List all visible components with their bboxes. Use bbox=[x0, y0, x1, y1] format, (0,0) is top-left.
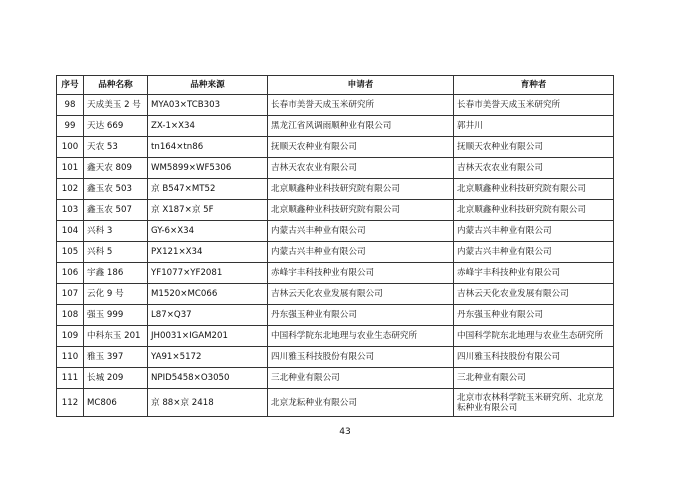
cell-variety-source: 京 88×京 2418 bbox=[148, 389, 268, 417]
cell-variety-name: 兴科 5 bbox=[84, 242, 148, 263]
table-row bbox=[57, 347, 614, 368]
cell-applicant: 中国科学院东北地理与农业生态研究所 bbox=[268, 326, 454, 347]
cell-variety-name: 中科东玉 201 bbox=[84, 326, 148, 347]
cell-variety-source: NPID5458×O3050 bbox=[148, 368, 268, 389]
cell-breeder: 丹东强玉种业有限公司 bbox=[454, 305, 614, 326]
table-row bbox=[57, 326, 614, 347]
cell-variety-source: 京 B547×MT52 bbox=[148, 179, 268, 200]
cell-variety-name: 鑫天农 809 bbox=[84, 158, 148, 179]
cell-variety-source: ZX-1×X34 bbox=[148, 116, 268, 137]
cell-variety-source: M1520×MC066 bbox=[148, 284, 268, 305]
table-row bbox=[57, 137, 614, 158]
table-row bbox=[57, 116, 614, 137]
table-row bbox=[57, 179, 614, 200]
cell-no: 102 bbox=[57, 179, 84, 200]
cell-variety-source: YF1077×YF2081 bbox=[148, 263, 268, 284]
cell-variety-source: tn164×tn86 bbox=[148, 137, 268, 158]
table-row bbox=[57, 368, 614, 389]
cell-variety-name: 天成美玉 2 号 bbox=[84, 95, 148, 116]
cell-applicant: 吉林天农农业有限公司 bbox=[268, 158, 454, 179]
cell-no: 99 bbox=[57, 116, 84, 137]
cell-applicant: 黑龙江省风调雨顺种业有限公司 bbox=[268, 116, 454, 137]
table-row bbox=[57, 200, 614, 221]
cell-applicant: 四川雅玉科技股份有限公司 bbox=[268, 347, 454, 368]
cell-applicant: 长春市美誉天成玉米研究所 bbox=[268, 95, 454, 116]
table-header-row bbox=[57, 76, 614, 95]
cell-variety-name: 云化 9 号 bbox=[84, 284, 148, 305]
cell-variety-source: L87×Q37 bbox=[148, 305, 268, 326]
table-row bbox=[57, 389, 614, 417]
table-row bbox=[57, 158, 614, 179]
cell-breeder: 长春市美誉天成玉米研究所 bbox=[454, 95, 614, 116]
table-row bbox=[57, 242, 614, 263]
cell-variety-name: 雅玉 397 bbox=[84, 347, 148, 368]
header-variety-name: 品种名称 bbox=[84, 76, 148, 95]
cell-applicant: 赤峰宇丰科技种业有限公司 bbox=[268, 263, 454, 284]
cell-applicant: 丹东强玉种业有限公司 bbox=[268, 305, 454, 326]
cell-variety-source: JH0031×IGAM201 bbox=[148, 326, 268, 347]
table-row bbox=[57, 95, 614, 116]
cell-no: 98 bbox=[57, 95, 84, 116]
cell-breeder: 中国科学院东北地理与农业生态研究所 bbox=[454, 326, 614, 347]
header-applicant: 申请者 bbox=[268, 76, 454, 95]
table-row bbox=[57, 284, 614, 305]
cell-no: 111 bbox=[57, 368, 84, 389]
cell-variety-name: 宇鑫 186 bbox=[84, 263, 148, 284]
cell-no: 105 bbox=[57, 242, 84, 263]
table-row bbox=[57, 305, 614, 326]
cell-variety-name: 兴科 3 bbox=[84, 221, 148, 242]
header-variety-source: 品种来源 bbox=[148, 76, 268, 95]
cell-no: 108 bbox=[57, 305, 84, 326]
cell-breeder: 北京顺鑫种业科技研究院有限公司 bbox=[454, 200, 614, 221]
cell-variety-source: PX121×X34 bbox=[148, 242, 268, 263]
cell-breeder: 吉林云天化农业发展有限公司 bbox=[454, 284, 614, 305]
cell-variety-source: GY-6×X34 bbox=[148, 221, 268, 242]
cell-variety-name: 天农 53 bbox=[84, 137, 148, 158]
cell-no: 112 bbox=[57, 389, 84, 417]
cell-no: 103 bbox=[57, 200, 84, 221]
cell-variety-name: MC806 bbox=[84, 389, 148, 417]
cell-breeder: 北京顺鑫种业科技研究院有限公司 bbox=[454, 179, 614, 200]
cell-variety-name: 天达 669 bbox=[84, 116, 148, 137]
cell-breeder: 三北种业有限公司 bbox=[454, 368, 614, 389]
cell-no: 106 bbox=[57, 263, 84, 284]
table-row bbox=[57, 263, 614, 284]
cell-breeder: 内蒙古兴丰种业有限公司 bbox=[454, 242, 614, 263]
cell-applicant: 内蒙古兴丰种业有限公司 bbox=[268, 242, 454, 263]
cell-applicant: 内蒙古兴丰种业有限公司 bbox=[268, 221, 454, 242]
cell-variety-source: 京 X187×京 5F bbox=[148, 200, 268, 221]
table-row bbox=[57, 221, 614, 242]
cell-variety-name: 鑫玉农 507 bbox=[84, 200, 148, 221]
header-breeder: 育种者 bbox=[454, 76, 614, 95]
cell-variety-name: 长城 209 bbox=[84, 368, 148, 389]
cell-no: 100 bbox=[57, 137, 84, 158]
cell-applicant: 北京顺鑫种业科技研究院有限公司 bbox=[268, 179, 454, 200]
cell-breeder: 赤峰宇丰科技种业有限公司 bbox=[454, 263, 614, 284]
cell-applicant: 三北种业有限公司 bbox=[268, 368, 454, 389]
cell-breeder: 内蒙古兴丰种业有限公司 bbox=[454, 221, 614, 242]
cell-applicant: 北京顺鑫种业科技研究院有限公司 bbox=[268, 200, 454, 221]
variety-table bbox=[56, 75, 614, 417]
cell-no: 104 bbox=[57, 221, 84, 242]
cell-breeder: 郭井川 bbox=[454, 116, 614, 137]
cell-variety-source: MYA03×TCB303 bbox=[148, 95, 268, 116]
cell-variety-source: YA91×5172 bbox=[148, 347, 268, 368]
cell-breeder: 北京市农林科学院玉米研究所、北京龙耘种业有限公司 bbox=[454, 389, 614, 417]
cell-no: 107 bbox=[57, 284, 84, 305]
cell-applicant: 吉林云天化农业发展有限公司 bbox=[268, 284, 454, 305]
cell-breeder: 吉林天农农业有限公司 bbox=[454, 158, 614, 179]
cell-breeder: 四川雅玉科技股份有限公司 bbox=[454, 347, 614, 368]
cell-variety-source: WM5899×WF5306 bbox=[148, 158, 268, 179]
cell-variety-name: 鑫玉农 503 bbox=[84, 179, 148, 200]
header-no: 序号 bbox=[57, 76, 84, 95]
cell-breeder: 抚顺天农种业有限公司 bbox=[454, 137, 614, 158]
cell-no: 110 bbox=[57, 347, 84, 368]
cell-variety-name: 强玉 999 bbox=[84, 305, 148, 326]
table-body bbox=[57, 95, 614, 417]
cell-applicant: 北京龙耘种业有限公司 bbox=[268, 389, 454, 417]
cell-no: 101 bbox=[57, 158, 84, 179]
page-number: 43 bbox=[339, 427, 351, 437]
cell-applicant: 抚顺天农种业有限公司 bbox=[268, 137, 454, 158]
cell-no: 109 bbox=[57, 326, 84, 347]
